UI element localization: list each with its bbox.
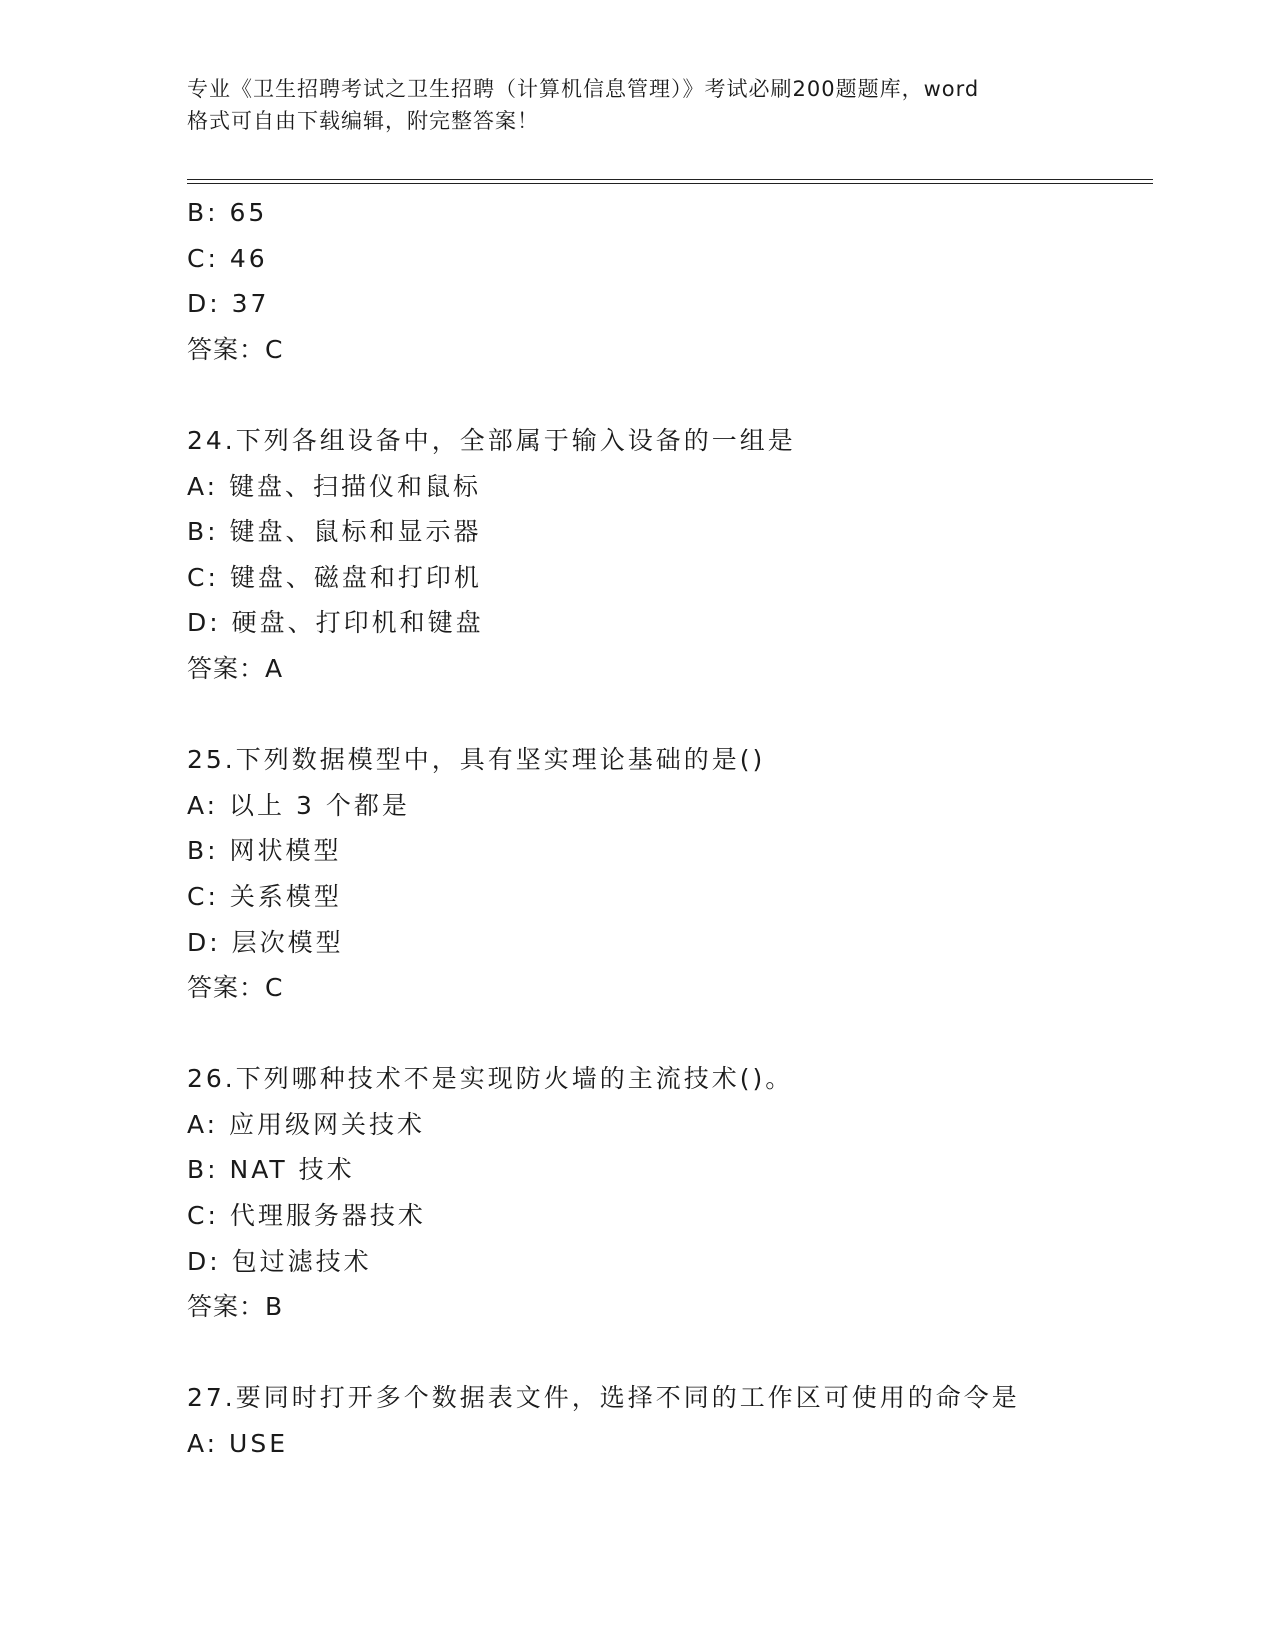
question-26-option-b: B: NAT 技术 — [187, 1155, 355, 1185]
question-26-option-c: C: 代理服务器技术 — [187, 1201, 426, 1231]
spacer — [187, 372, 1153, 418]
question-24-option-b: B: 键盘、鼠标和显示器 — [187, 517, 482, 547]
question-26-answer: 答案：B — [187, 1292, 284, 1322]
question-26-option-a: A: 应用级网关技术 — [187, 1109, 426, 1139]
question-27-option-a: A: USE — [187, 1429, 288, 1459]
header-line-1: 专业《卫生招聘考试之卫生招聘（计算机信息管理）》考试必刷200题题库，word — [187, 77, 980, 101]
question-24-option-d: D: 硬盘、打印机和键盘 — [187, 608, 484, 638]
answer: 答案：C — [187, 334, 284, 364]
question-content — [187, 190, 1153, 1467]
question-25-stem: 25.下列数据模型中，具有坚实理论基础的是() — [187, 745, 766, 775]
question-24-answer: 答案：A — [187, 653, 284, 683]
question-24-option-c: C: 键盘、磁盘和打印机 — [187, 562, 482, 592]
question-25-option-c: C: 关系模型 — [187, 881, 342, 911]
spacer — [187, 692, 1153, 738]
header-line-2: 格式可自由下载编辑，附完整答案！ — [187, 109, 539, 133]
question-27-stem: 27.要同时打开多个数据表文件，选择不同的工作区可使用的命令是 — [187, 1383, 1020, 1413]
question-26-option-d: D: 包过滤技术 — [187, 1246, 372, 1276]
question-25-option-b: B: 网状模型 — [187, 836, 342, 866]
option-d: D: 37 — [187, 289, 270, 319]
question-25-option-d: D: 层次模型 — [187, 927, 344, 957]
option-c: C: 46 — [187, 243, 268, 273]
header-divider — [187, 179, 1153, 184]
spacer — [187, 1011, 1153, 1057]
document-header — [187, 73, 1087, 137]
question-26-stem: 26.下列哪种技术不是实现防火墙的主流技术()。 — [187, 1064, 794, 1094]
question-24-stem: 24.下列各组设备中，全部属于输入设备的一组是 — [187, 425, 796, 455]
question-24-option-a: A: 键盘、扫描仪和鼠标 — [187, 471, 482, 501]
question-25-option-a: A: 以上 3 个都是 — [187, 790, 410, 820]
question-25-answer: 答案：C — [187, 973, 284, 1003]
option-b: B: 65 — [187, 198, 268, 227]
spacer — [187, 1330, 1153, 1376]
